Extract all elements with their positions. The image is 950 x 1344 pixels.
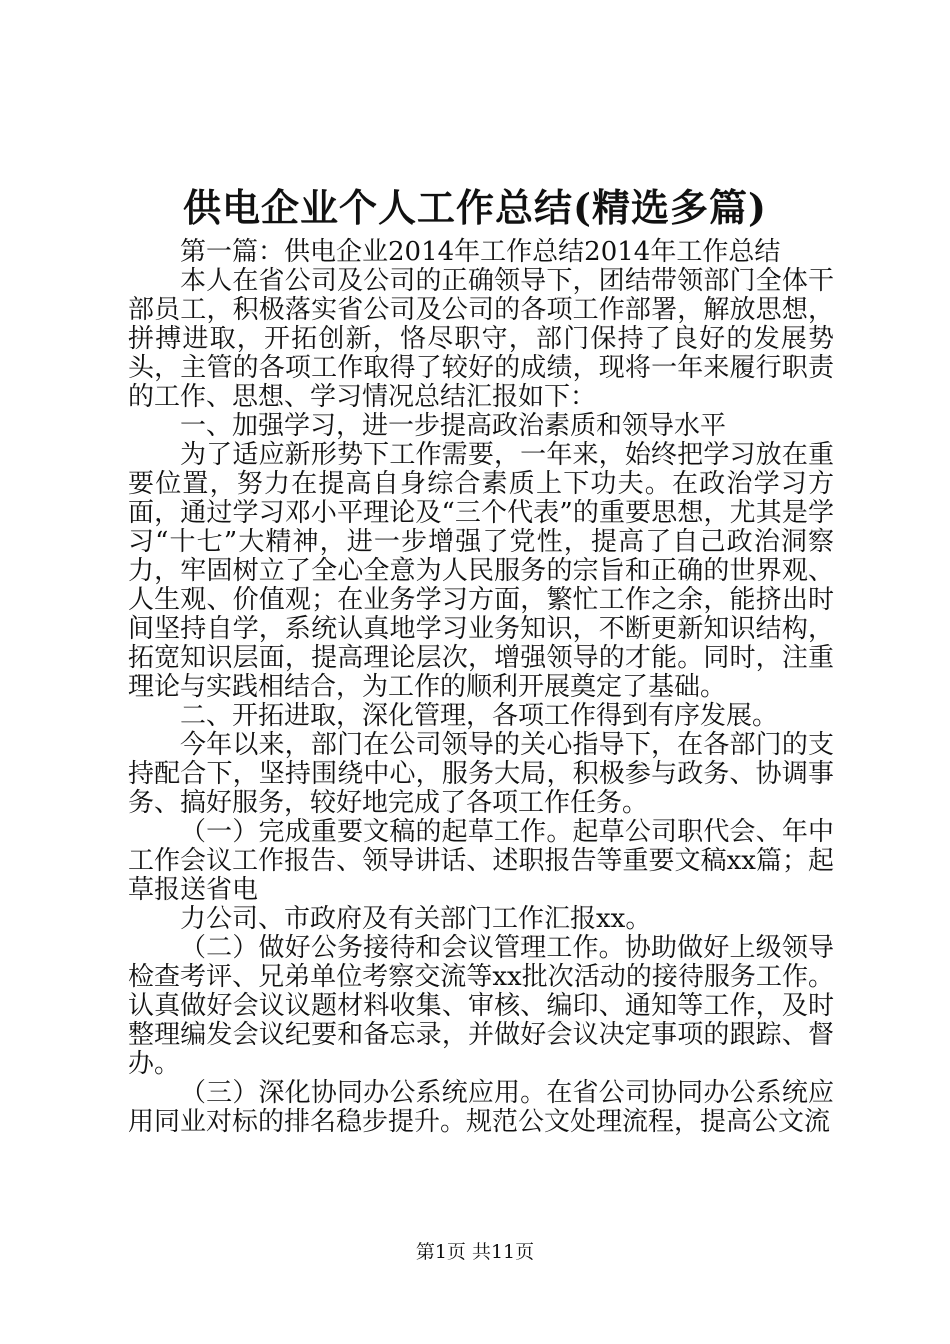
section-heading-1: 一、加强学习，进一步提高政治素质和领导水平 — [180, 411, 727, 441]
section-heading-2: 二、开拓进取，深化管理，各项工作得到有序发展。 — [180, 701, 779, 731]
document-title: 供电企业个人工作总结(精选多篇) — [183, 185, 767, 230]
paragraph: 为了适应新形势下工作需要，一年来，始终把学习放在重要位置，努力在提高自身综合素质上下功夫。在政治学习方面，通过学习邓小平理论及“三个代表”的重要思想，尤其是学习“十七”大精神，进一步增强了党性，提高了自己政治洞察力，牢固树立了全心全意为人民服务的宗旨和正确的世界观、人生观、价值观；在业务学习方面，繁忙工作之余，能挤出时间坚持自学，系统认真地学习业务知识，不断更新知识结构，拓宽知识层面，提高理论层次，增强领导的才能。同时，注重理论与实践相结合，为工作的顺利开展奠定了基础。 — [128, 440, 834, 702]
paragraph: 力公司、市政府及有关部门工作汇报xx。 — [180, 904, 652, 934]
page-number-footer: 第1页 共11页 — [415, 1241, 535, 1263]
document-body — [128, 238, 834, 1137]
paragraph: （二）做好公务接待和会议管理工作。协助做好上级领导检查考评、兄弟单位考察交流等xx批次活动的接待服务工作。认真做好会议议题材料收集、审核、编印、通知等工作，及时整理编发会议纪要和备忘录，并做好会议决定事项的跟踪、督办。 — [128, 933, 834, 1079]
paragraph: （一）完成重要文稿的起草工作。起草公司职代会、年中工作会议工作报告、领导讲话、述职报告等重要文稿xx篇；起草报送省电 — [128, 817, 834, 905]
paragraph-heading-1: 第一篇：供电企业2014年工作总结2014年工作总结 — [180, 237, 781, 267]
paragraph: 今年以来，部门在公司领导的关心指导下，在各部门的支持配合下，坚持围绕中心，服务大局，积极参与政务、协调事务、搞好服务，较好地完成了各项工作任务。 — [128, 730, 834, 818]
paragraph: （三）深化协同办公系统应用。在省公司协同办公系统应用同业对标的排名稳步提升。规范公文处理流程，提高公文流 — [128, 1078, 834, 1137]
paragraph: 本人在省公司及公司的正确领导下，团结带领部门全体干部员工，积极落实省公司及公司的各项工作部署，解放思想，拼搏进取，开拓创新，恪尽职守，部门保持了良好的发展势头，主管的各项工作取得了较好的成绩，现将一年来履行职责的工作、思想、学习情况总结汇报如下： — [128, 266, 834, 412]
